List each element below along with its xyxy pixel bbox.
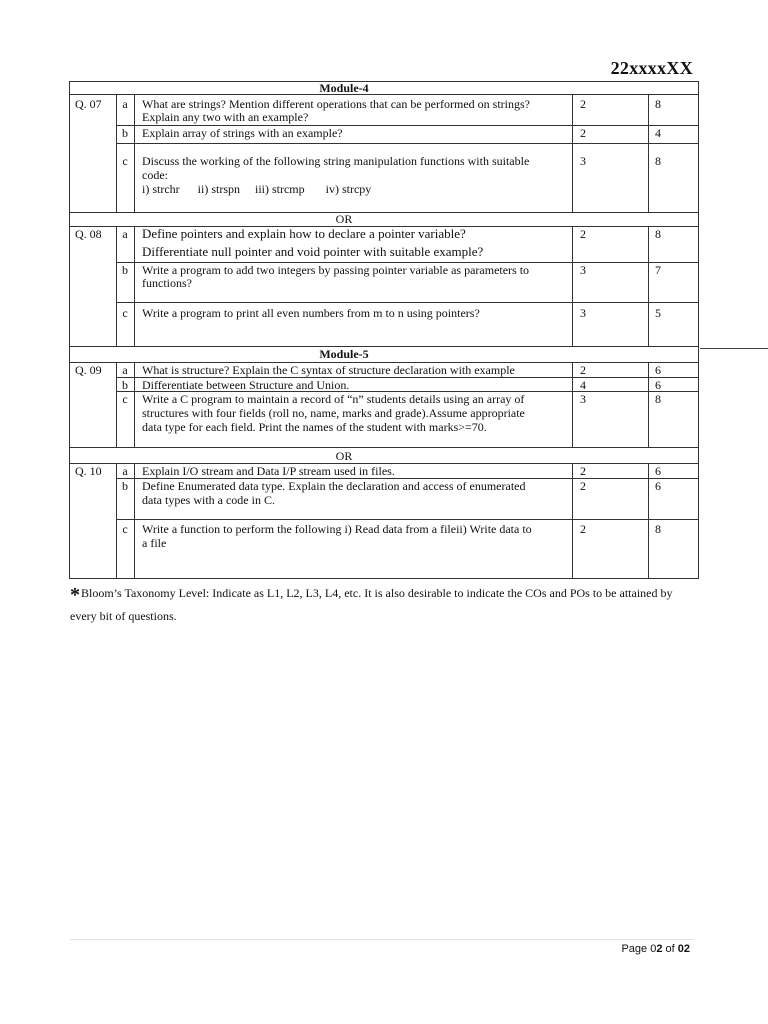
- question-number: Q. 08: [75, 227, 102, 241]
- page-total: 02: [677, 943, 690, 955]
- question-text: data type for each field. Print the names of the student with marks>=70.: [142, 420, 487, 434]
- marks: 8: [655, 154, 661, 168]
- question-text: Differentiate null pointer and void pointer with suitable example?: [142, 244, 484, 259]
- bloom-level: 3: [580, 263, 586, 277]
- question-text: i) strchr ii) strspn iii) strcmp iv) strcpy: [142, 182, 372, 196]
- part-label: c: [122, 154, 128, 168]
- margin-line: [700, 348, 768, 349]
- part-label: c: [122, 306, 128, 320]
- page-current: 2: [656, 943, 663, 955]
- page-number: [621, 943, 690, 955]
- bloom-level: 2: [580, 522, 586, 536]
- bloom-level: 3: [580, 306, 586, 320]
- marks: 8: [655, 227, 661, 241]
- page-prefix: Page 0: [621, 943, 657, 955]
- marks: 6: [655, 378, 661, 392]
- bloom-level: 4: [580, 378, 586, 392]
- question-number: Q. 10: [75, 464, 102, 478]
- marks: 6: [655, 464, 661, 478]
- question-text: Write a program to print all even numbers from m to n using pointers?: [142, 306, 480, 320]
- question-text: data types with a code in C.: [142, 493, 275, 507]
- part-label: b: [122, 126, 128, 140]
- bloom-level: 2: [580, 363, 586, 377]
- part-label: c: [122, 522, 128, 536]
- question-number: Q. 09: [75, 363, 102, 377]
- part-label: b: [122, 479, 128, 493]
- part-label: a: [122, 363, 128, 377]
- bloom-level: 2: [580, 227, 586, 241]
- marks: 8: [655, 522, 661, 536]
- marks: 4: [655, 126, 661, 140]
- question-text: Differentiate between Structure and Union.: [142, 378, 350, 392]
- question-text: What are strings? Mention different operations that can be performed on strings?: [142, 97, 530, 111]
- marks: 6: [655, 363, 661, 377]
- footnote-text: Bloom’s Taxonomy Level: Indicate as L1, L2, L3, L4, etc. It is also desirable to indicate the COs and POs to be attained by every bit of questions.: [70, 586, 673, 623]
- question-text: Write a C program to maintain a record of “n” students details using an array of: [142, 392, 525, 406]
- marks: 5: [655, 306, 661, 320]
- part-label: c: [122, 392, 128, 406]
- question-text: Discuss the working of the following string manipulation functions with suitable: [142, 154, 530, 168]
- bloom-level: 2: [580, 126, 586, 140]
- question-text: code:: [142, 168, 168, 182]
- part-label: a: [122, 227, 128, 241]
- question-text: Explain I/O stream and Data I/P stream used in files.: [142, 464, 395, 478]
- question-text: What is structure? Explain the C syntax of structure declaration with example: [142, 363, 515, 377]
- question-text: Define pointers and explain how to declare a pointer variable?: [142, 226, 466, 241]
- exam-code: 22xxxxXX: [610, 58, 693, 78]
- or-separator: OR: [335, 212, 353, 226]
- question-text: Write a function to perform the following i) Read data from a fileii) Write data to: [142, 522, 532, 536]
- part-label: b: [122, 263, 128, 277]
- part-label: b: [122, 378, 128, 392]
- marks: 8: [655, 97, 661, 111]
- bloom-level: 2: [580, 464, 586, 478]
- question-number: Q. 07: [75, 97, 102, 111]
- module-title: Module-4: [319, 81, 369, 95]
- bloom-level: 2: [580, 97, 586, 111]
- question-text: functions?: [142, 276, 192, 290]
- bloom-level: 2: [580, 479, 586, 493]
- footnote-star: *: [70, 584, 80, 606]
- part-label: a: [122, 97, 128, 111]
- marks: 6: [655, 479, 661, 493]
- question-text: structures with four fields (roll no, name, marks and grade).Assume appropriate: [142, 406, 525, 420]
- part-label: a: [122, 464, 128, 478]
- marks: 7: [655, 263, 661, 277]
- question-text: Explain array of strings with an example?: [142, 126, 343, 140]
- bloom-level: 3: [580, 392, 586, 406]
- question-text: Define Enumerated data type. Explain the declaration and access of enumerated: [142, 479, 526, 493]
- module-title: Module-5: [319, 347, 369, 361]
- footer-divider: [70, 939, 694, 940]
- bloom-level: 3: [580, 154, 586, 168]
- marks: 8: [655, 392, 661, 406]
- page-of: of: [662, 943, 678, 955]
- or-separator: OR: [335, 449, 353, 463]
- question-text: a file: [142, 536, 167, 550]
- question-text: Explain any two with an example?: [142, 110, 309, 124]
- bloom-footnote: [70, 583, 690, 627]
- question-text: Write a program to add two integers by passing pointer variable as parameters to: [142, 263, 530, 277]
